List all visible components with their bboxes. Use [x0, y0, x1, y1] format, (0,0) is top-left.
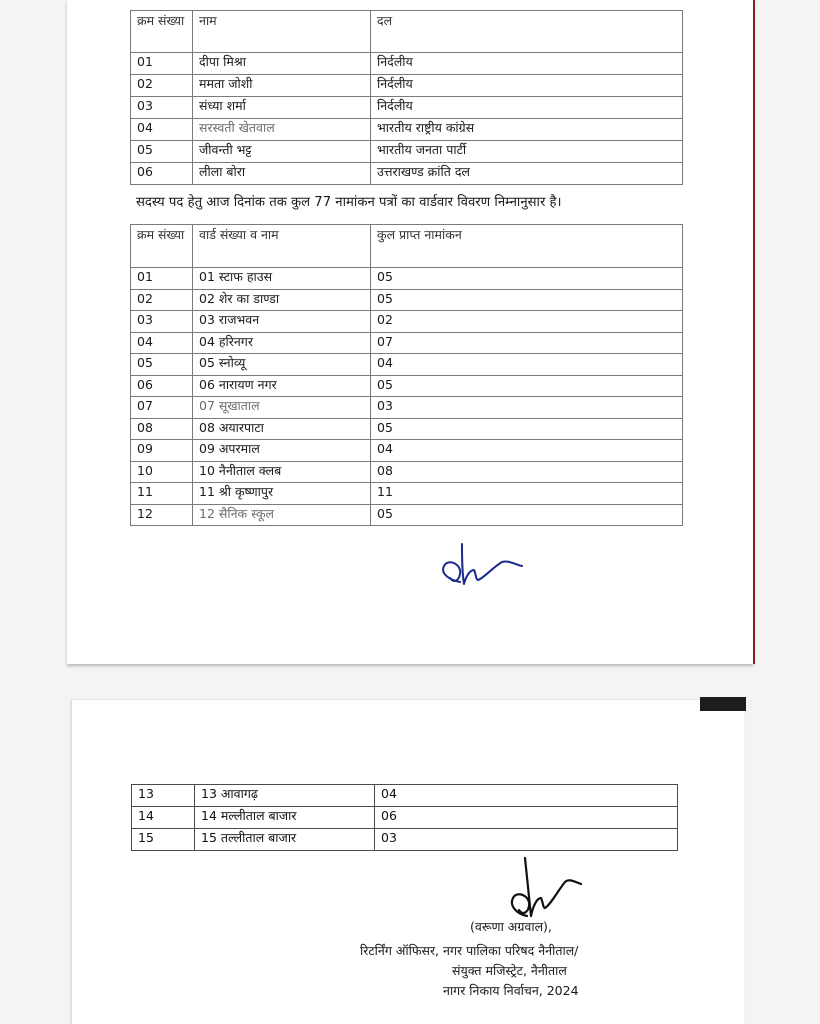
table-header-row: [131, 225, 683, 268]
table-row: [131, 163, 683, 185]
cell-serial: 15: [132, 829, 195, 851]
header-ward: वार्ड संख्या व नाम: [193, 225, 371, 268]
cell-serial: 14: [132, 807, 195, 829]
table-row: [131, 461, 683, 483]
cell-count: 02: [371, 311, 683, 333]
table-row: [131, 311, 683, 333]
cell-serial: 03: [131, 97, 193, 119]
page-corner-shadow: [700, 697, 746, 711]
cell-count: 07: [371, 332, 683, 354]
cell-ward: 14 मल्लीताल बाजार: [195, 807, 375, 829]
table-row: [131, 332, 683, 354]
cell-name: ममता जोशी: [193, 75, 371, 97]
cell-count: 11: [371, 483, 683, 505]
cell-serial: 05: [131, 141, 193, 163]
cell-party: निर्दलीय: [371, 75, 683, 97]
table-row: [131, 268, 683, 290]
table-row: [131, 289, 683, 311]
cell-count: 08: [371, 461, 683, 483]
cell-ward: 06 नारायण नगर: [193, 375, 371, 397]
signature-icon: [432, 540, 532, 590]
cell-ward: 13 आवागढ़: [195, 785, 375, 807]
page-edge: [753, 0, 755, 664]
table-row: [131, 504, 683, 526]
cell-serial: 10: [131, 461, 193, 483]
cell-name: संध्या शर्मा: [193, 97, 371, 119]
cell-count: 04: [371, 354, 683, 376]
cell-party: निर्दलीय: [371, 53, 683, 75]
table-header-row: [131, 11, 683, 53]
table-row: [131, 397, 683, 419]
cell-name: लीला बोरा: [193, 163, 371, 185]
table-row: [131, 53, 683, 75]
table-row: [131, 354, 683, 376]
cell-serial: 06: [131, 163, 193, 185]
table-row: [131, 418, 683, 440]
cell-name: सरस्वती खेतवाल: [193, 119, 371, 141]
cell-ward: 05 स्नोव्यू: [193, 354, 371, 376]
cell-serial: 06: [131, 375, 193, 397]
header-name: नाम: [193, 11, 371, 53]
cell-count: 05: [371, 375, 683, 397]
table-row: [131, 440, 683, 462]
cell-ward: 04 हरिनगर: [193, 332, 371, 354]
summary-text: सदस्य पद हेतु आज दिनांक तक कुल 77 नामांकन पत्रों का वार्डवार विवरण निम्नानुसार है।: [136, 195, 562, 210]
cell-serial: 04: [131, 332, 193, 354]
cell-serial: 02: [131, 289, 193, 311]
cell-name: जीवन्ती भट्ट: [193, 141, 371, 163]
table-row: [132, 829, 678, 851]
cell-count: 05: [371, 504, 683, 526]
cell-serial: 11: [131, 483, 193, 505]
cell-ward: 02 शेर का डाण्डा: [193, 289, 371, 311]
header-nominations: कुल प्राप्त नामांकन: [371, 225, 683, 268]
cell-count: 03: [375, 829, 678, 851]
cell-serial: 01: [131, 268, 193, 290]
officer-title-line-3: नागर निकाय निर्वाचन, 2024: [443, 983, 579, 998]
cell-serial: 01: [131, 53, 193, 75]
cell-ward: 10 नैनीताल क्लब: [193, 461, 371, 483]
cell-count: 04: [371, 440, 683, 462]
cell-serial: 12: [131, 504, 193, 526]
table-row: [131, 97, 683, 119]
wards-table: [130, 224, 683, 526]
cell-ward: 03 राजभवन: [193, 311, 371, 333]
cell-count: 06: [375, 807, 678, 829]
cell-count: 05: [371, 418, 683, 440]
cell-serial: 04: [131, 119, 193, 141]
cell-ward: 01 स्टाफ हाउस: [193, 268, 371, 290]
cell-party: भारतीय राष्ट्रीय कांग्रेस: [371, 119, 683, 141]
cell-ward: 11 श्री कृष्णापुर: [193, 483, 371, 505]
officer-title-line-2: संयुक्त मजिस्ट्रेट, नैनीताल: [452, 963, 567, 978]
cell-ward: 08 अयारपाटा: [193, 418, 371, 440]
cell-count: 05: [371, 268, 683, 290]
header-serial: क्रम संख्या: [131, 225, 193, 268]
cell-serial: 02: [131, 75, 193, 97]
cell-name: दीपा मिश्रा: [193, 53, 371, 75]
table-row: [132, 785, 678, 807]
table-row: [131, 375, 683, 397]
officer-name: (वरूणा अग्रवाल),: [470, 919, 552, 934]
table-row: [131, 141, 683, 163]
cell-ward: 07 सूखाताल: [193, 397, 371, 419]
cell-ward: 09 अपरमाल: [193, 440, 371, 462]
header-serial: क्रम संख्या: [131, 11, 193, 53]
cell-serial: 05: [131, 354, 193, 376]
cell-party: उत्तराखण्ड क्रांति दल: [371, 163, 683, 185]
cell-serial: 09: [131, 440, 193, 462]
cell-count: 04: [375, 785, 678, 807]
cell-ward: 12 सैनिक स्कूल: [193, 504, 371, 526]
table-row: [131, 75, 683, 97]
cell-party: भारतीय जनता पार्टी: [371, 141, 683, 163]
table-row: [131, 119, 683, 141]
officer-title-line-1: रिटर्निंग ऑफिसर, नगर पालिका परिषद नैनीताल/: [360, 943, 579, 958]
table-row: [131, 483, 683, 505]
wards-table-continued: [131, 784, 678, 851]
cell-serial: 03: [131, 311, 193, 333]
cell-ward: 15 तल्लीताल बाजार: [195, 829, 375, 851]
header-party: दल: [371, 11, 683, 53]
table-row: [132, 807, 678, 829]
cell-serial: 08: [131, 418, 193, 440]
candidates-table: [130, 10, 683, 185]
cell-party: निर्दलीय: [371, 97, 683, 119]
cell-count: 05: [371, 289, 683, 311]
cell-count: 03: [371, 397, 683, 419]
signature-icon: [505, 856, 585, 922]
cell-serial: 07: [131, 397, 193, 419]
cell-serial: 13: [132, 785, 195, 807]
